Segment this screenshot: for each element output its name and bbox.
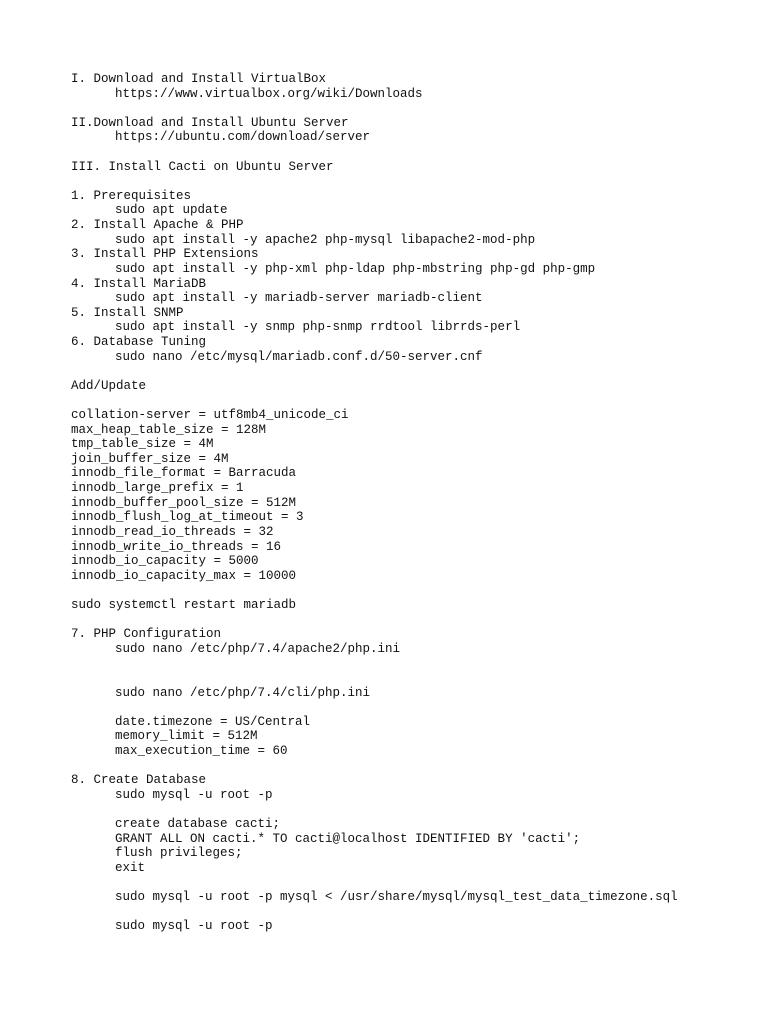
text-line: Add/Update [71,378,147,393]
text-line: sudo mysql -u root -p mysql < /usr/share/mysql/mysql_test_data_timezone.sql [115,890,678,905]
text-line: sudo apt install -y snmp php-snmp rrdtool librrds-perl [115,320,521,335]
blank-line [71,145,751,160]
text-line: sudo systemctl restart mariadb [71,597,297,612]
text-line: 7. PHP Configuration [71,627,222,642]
text-line: 6. Database Tuning [71,334,207,349]
text-line: sudo nano /etc/php/7.4/apache2/php.ini [115,641,401,656]
text-line: sudo apt install -y php-xml php-ldap php-mbstring php-gd php-gmp [115,261,596,276]
text-line: GRANT ALL ON cacti.* TO cacti@localhost IDENTIFIED BY 'cacti'; [115,831,581,846]
text-line: I. Download and Install VirtualBox [71,72,327,86]
text-line: 4. Install MariaDB [71,276,207,291]
text-line: 2. Install Apache & PHP [71,218,244,233]
text-line: https://www.virtualbox.org/wiki/Downloads [115,86,423,101]
text-line: innodb_buffer_pool_size = 512M [71,495,297,510]
text-line: tmp_table_size = 4M [71,437,214,452]
text-line: innodb_io_capacity_max = 10000 [71,568,297,583]
blank-line [71,876,751,891]
blank-line [71,700,751,715]
blank-line [71,583,751,598]
blank-line [71,364,751,379]
blank-line [71,759,751,774]
blank-line [71,656,751,671]
blank-line [71,802,751,817]
blank-line [71,101,751,116]
text-line: 1. Prerequisites [71,188,192,203]
text-line: sudo mysql -u root -p [115,919,273,934]
blank-line [71,905,751,920]
text-line: flush privileges; [115,846,243,861]
text-line: sudo apt install -y mariadb-server mariadb-client [115,291,483,306]
text-line: create database cacti; [115,817,281,832]
text-line: III. Install Cacti on Ubuntu Server [71,159,334,174]
blank-line [71,393,751,408]
text-line: innodb_read_io_threads = 32 [71,524,274,539]
text-line: max_heap_table_size = 128M [71,422,267,437]
text-line: exit [115,860,146,875]
text-line: innodb_io_capacity = 5000 [71,554,259,569]
text-line: 3. Install PHP Extensions [71,247,259,262]
text-line: innodb_write_io_threads = 16 [71,539,282,554]
blank-line [71,174,751,189]
text-line: collation-server = utf8mb4_unicode_ci [71,408,349,423]
text-line: II.Download and Install Ubuntu Server [71,115,349,130]
document-body [71,72,751,934]
text-line: innodb_file_format = Barracuda [71,466,297,481]
text-line: sudo mysql -u root -p [115,787,273,802]
text-line: 8. Create Database [71,773,207,788]
text-line: date.timezone = US/Central [115,714,311,729]
text-line: sudo nano /etc/php/7.4/cli/php.ini [115,685,371,700]
text-line: sudo apt update [115,203,228,218]
text-line: sudo nano /etc/mysql/mariadb.conf.d/50-server.cnf [115,349,483,364]
text-line: sudo apt install -y apache2 php-mysql libapache2-mod-php [115,232,536,247]
text-line: https://ubuntu.com/download/server [115,130,371,145]
blank-line [71,613,751,628]
text-line: 5. Install SNMP [71,305,184,320]
text-line: max_execution_time = 60 [115,744,288,759]
text-line: innodb_large_prefix = 1 [71,481,244,496]
blank-line [71,671,751,686]
text-line: memory_limit = 512M [115,729,258,744]
text-line: join_buffer_size = 4M [71,451,229,466]
text-line: innodb_flush_log_at_timeout = 3 [71,510,304,525]
